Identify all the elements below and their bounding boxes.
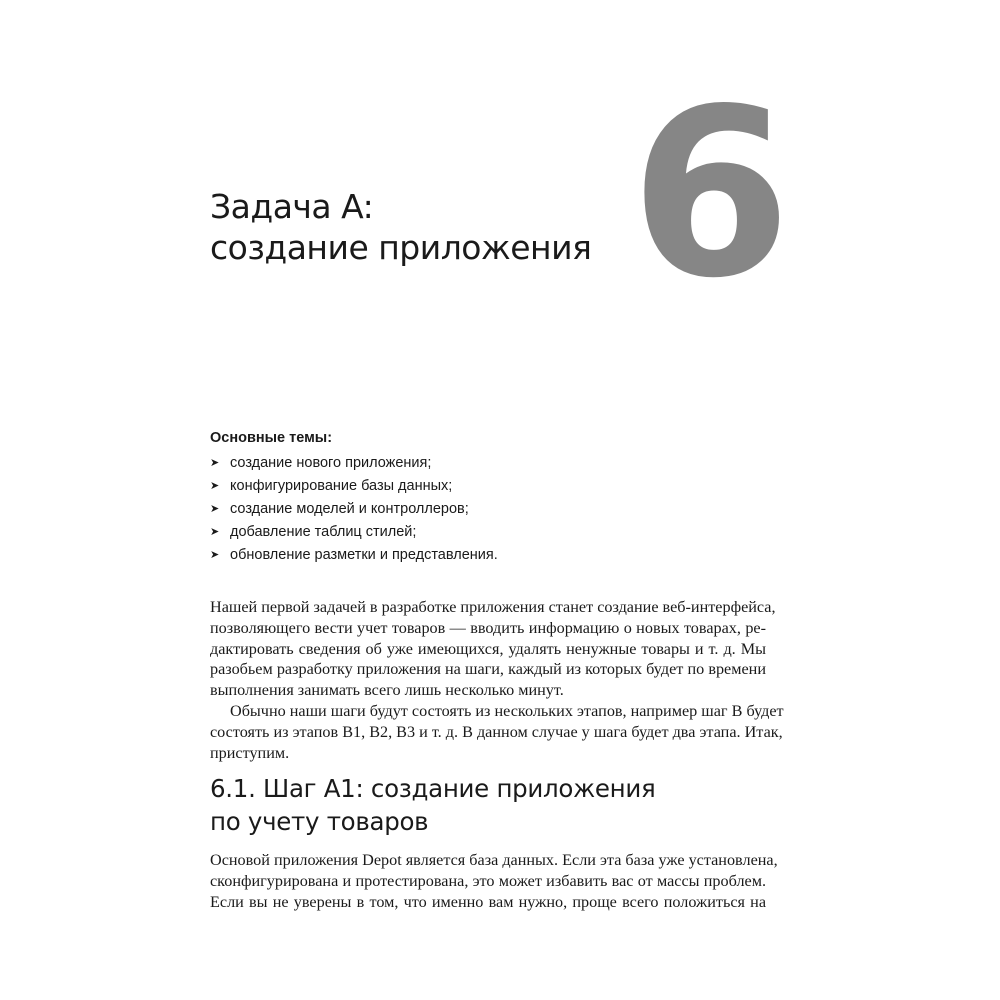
section-heading	[210, 772, 655, 838]
text-line: сконфигурирована и протестирована, это может избавить вас от массы проблем.	[210, 871, 766, 890]
topic-item	[210, 475, 498, 498]
topic-item	[210, 452, 498, 475]
text-line: Обычно наши шаги будут состоять из нескольких этапов, например шаг B будет	[230, 701, 784, 720]
topic-text: конфигурирование базы данных;	[230, 478, 453, 494]
chapter-title-line: Задача A:	[210, 187, 374, 226]
chapter-title-line: создание приложения	[210, 228, 592, 267]
section-heading-line: по учету товаров	[210, 807, 429, 836]
text-line: позволяющего вести учет товаров — вводить информацию о новых товарах, ре-	[210, 618, 766, 637]
section-text	[210, 850, 778, 912]
text-line: дактировать сведения об уже имеющихся, удалять ненужные товары и т. д. Мы	[210, 639, 766, 658]
text-line: Нашей первой задачей в разработке приложения станет создание веб-интерфейса,	[210, 598, 776, 616]
arrow-bullet-icon: ➤	[210, 549, 220, 561]
main-topics-heading: Основные темы:	[210, 430, 333, 446]
text-line: приступим.	[210, 743, 290, 762]
chapter-number: 6	[630, 59, 786, 329]
chapter-title	[210, 186, 591, 268]
topic-item	[210, 498, 498, 521]
arrow-bullet-icon: ➤	[210, 480, 220, 492]
main-topics-box	[210, 428, 498, 567]
text-line: Если вы не уверены в том, что именно вам нужно, проще всего положиться на	[210, 892, 766, 911]
section-heading-line: 6.1. Шаг A1: создание приложения	[210, 774, 656, 803]
topic-item	[210, 521, 498, 544]
arrow-bullet-icon: ➤	[210, 526, 220, 538]
text-line: состоять из этапов B1, B2, B3 и т. д. В данном случае у шага будет два этапа. Итак,	[210, 722, 783, 741]
text-line: разобьем разработку приложения на шаги, каждый из которых будет по времени	[210, 660, 766, 679]
topic-text: создание моделей и контроллеров;	[230, 501, 469, 517]
main-topics-list	[210, 452, 498, 567]
topic-text: добавление таблиц стилей;	[230, 524, 417, 540]
topic-item	[210, 544, 498, 567]
text-line: Основой приложения Depot является база данных. Если эта база уже установлена,	[210, 851, 778, 869]
arrow-bullet-icon: ➤	[210, 457, 220, 469]
intro-text	[210, 597, 784, 763]
text-line: выполнения занимать всего лишь несколько минут.	[210, 681, 564, 700]
topic-text: создание нового приложения;	[230, 455, 432, 471]
topic-text: обновление разметки и представления.	[230, 547, 498, 563]
arrow-bullet-icon: ➤	[210, 503, 220, 515]
